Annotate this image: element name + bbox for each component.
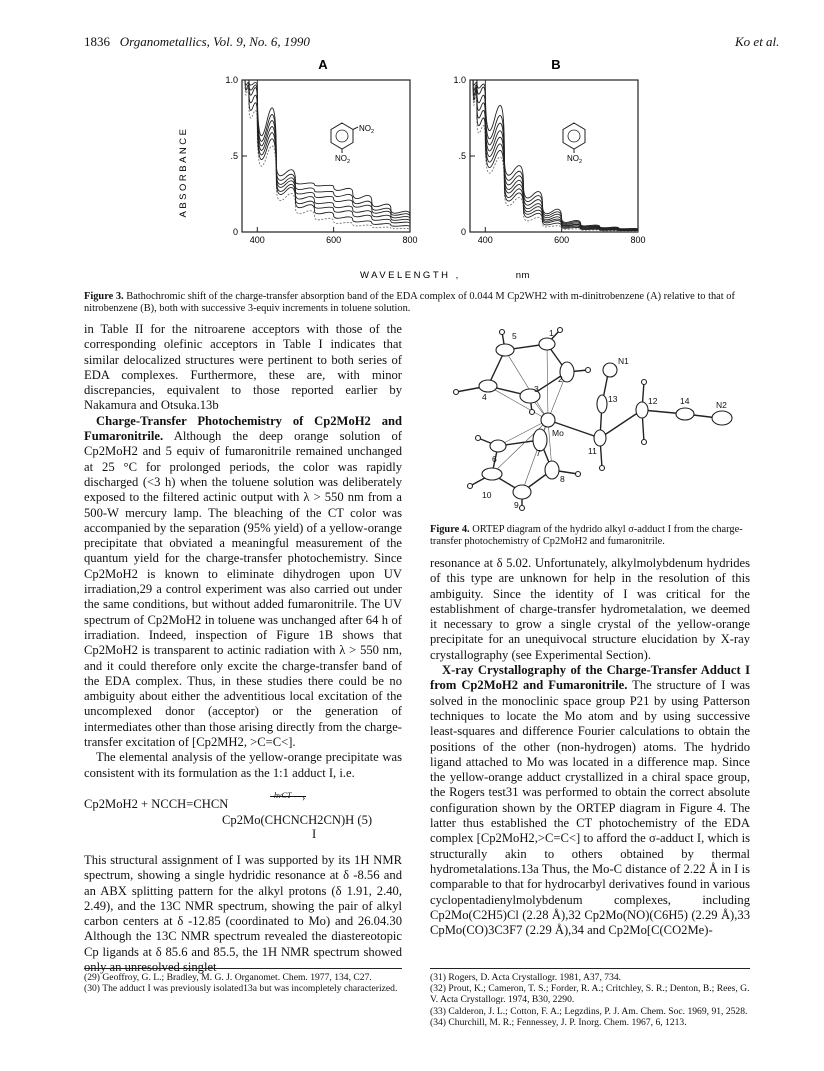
y-tick-label: 1.0 (453, 75, 466, 85)
x-axis-label (360, 270, 530, 281)
equation-arrow (270, 796, 306, 797)
svg-text:NO2 (359, 124, 374, 135)
section-heading: X-ray Crystallography of the Charge-Transfer Adduct I from Cp2MoH2 and Fumaronitrile. (430, 663, 750, 693)
plot-a-frame (242, 80, 410, 232)
x-tick-label: 400 (249, 235, 265, 245)
equation-product: Cp2Mo(CHCNCH2CN)H (5) (222, 812, 373, 827)
atom-label: 9 (514, 500, 519, 510)
footnote-34: (34) Churchill, M. R.; Fennessey, J. P. Inorg. Chem. 1967, 6, 1213. (430, 1016, 687, 1028)
footnote-33: (33) Calderon, J. L.; Cotton, F. A.; Legzdins, P. J. Am. Chem. Soc. 1969, 91, 2528. (430, 1005, 748, 1017)
absorbance-series-line (245, 80, 410, 219)
m-dinitrobenzene-structure (331, 123, 374, 165)
footnotes-left (84, 972, 402, 994)
absorbance-series-line (473, 80, 638, 231)
atom-label: 5 (512, 331, 517, 341)
left-column (84, 322, 402, 975)
atom-label: 6 (492, 454, 497, 464)
equation-arrowhead: › (302, 792, 306, 804)
atom-label: 14 (680, 396, 690, 406)
x-tick-label: 600 (326, 235, 342, 245)
mol-a-nitro-1: NO (359, 124, 371, 133)
paragraph: This structural assignment of I was supported by its 1H NMR spectrum, showing a single hydridic resonance at δ -8.56 and an ABX splitting pattern for the alkyl protons (δ 1.91, 2.40, 2.49), and the 13C NMR spectrum, showing the pair of alkyl carbon centers at δ -12.85 (coordinated to Mo) and 26.04.30 Although the 13C NMR spectrum revealed the diastereotopic Cp ligands at δ 85.6 and 85.5, the 1H NMR spectrum showed only an unresolved singlet (84, 852, 402, 974)
y-tick-label: 0 (460, 227, 466, 237)
section-paragraph (84, 414, 402, 751)
plot-a-series (245, 80, 410, 229)
section-heading: Charge-Transfer Photochemistry of Cp2MoH2 and Fumaronitrile. (84, 413, 402, 444)
atom-label: 13 (608, 394, 618, 404)
absorbance-series-line (473, 80, 638, 229)
atom-label: 8 (560, 474, 565, 484)
panel-b-label: B (551, 57, 561, 72)
mol-a-nitro-2-subscript: 2 (347, 159, 351, 165)
figure-4 (430, 322, 750, 522)
y-tick-label: .5 (458, 151, 466, 161)
atom-label: 11 (588, 446, 597, 456)
equation-arrow-label: hνCT (274, 790, 292, 800)
atom-label: 4 (482, 392, 487, 402)
plot-b-series (473, 80, 638, 231)
paragraph-text: Although the deep orange solution of Cp2MoH2 and 5 equiv of fumaronitrile remained unchanged at 25 °C for prolonged periods, the color was rapidly discharged (<3 h) when the toluene solution was deliberately exposed to the filtered actinic output with λ > 550 nm from a 500-W mercury lamp. The bleaching of the CT color was accompanied by the separation (95% yield) of a yellow-orange precipitate that obviated a meaningful measurement of the quantum yield for the charge-transfer photochemistry. Since Cp2MoH2 is known to eliminate dihydrogen upon UV irradiation,29 a control experiment was also carried out under the same conditions, but without added fumaronitrile. The UV spectrum of Cp2MoH2 in toluene was unchanged after 64 h of irradiation. Indeed, inspection of Figure 1B shows that Cp2MoH2 is transparent to actinic radiation with λ > 550 nm, and it could therefore only excite the charge-transfer band of the EDA complex. Thus, in these studies there could be no ambiguity about either the adventitious local excitation of the uncomplexed donor (acceptor) or the generation of intermediates other than those arising directly from the charge-transfer excitation of [Cp2MH2, >C=C<]. (84, 429, 402, 750)
figure-3 (170, 52, 770, 288)
figure-3-caption-label: Figure 3. (84, 291, 124, 302)
absorbance-series-line (473, 80, 638, 231)
atom-label: Mo (552, 428, 564, 438)
absorbance-series-line (473, 80, 638, 231)
paragraph-text: The structure of I was solved in the monoclinic space group P21 by using Patterson techniques to locate the Mo atom and by using successive least-squares and difference Fourier calculations to obtain the positions of the other (non-hydrogen) atoms. The hydrido ligand attached to Mo was located in a difference map. Since the yellow-orange adduct crystallized in a chiral space group, the Rogers test31 was performed to obtain the correct absolute configuration shown by the ORTEP diagram in Figure 4. The latter thus established the CT photochemistry of the EDA complex [Cp2MoH2,>C=C<] to afford the σ-adduct I, which is structurally akin to others obtained by thermal hydrometalations.13a Thus, the Mo-C distance of 2.22 Å in I is comparable to that for hydrocarbyl derivatives found in various cyclopentadienylmolybdenum complexes, including Cp2Mo(C2H5)Cl (2.28 Å),32 Cp2Mo(NO)(C6H5) (2.29 Å),33 CpMo(CO)3C3F7 (2.29 Å),34 and Cp2Mo[C(CO2Me)- (430, 678, 750, 938)
atom-label: N2 (716, 400, 727, 410)
nitrobenzene-structure (563, 123, 585, 165)
x-tick-label: 800 (630, 235, 646, 245)
figure-3-caption-text: Bathochromic shift of the charge-transfer absorption band of the EDA complex of 0.044 M Cp2WH2 with m-dinitrobenzene (A) relative to that of nitrobenzene (B), both with successive 3-equiv increments in toluene solution. (84, 291, 735, 315)
paragraph: The elemental analysis of the yellow-orange precipitate was consistent with its formulation as the 1:1 adduct I, i.e. (84, 750, 402, 780)
figure-4-caption-text: ORTEP diagram of the hydrido alkyl σ-adduct I from the charge-transfer photochemistry of Cp2MoH2 and fumaronitrile. (430, 524, 743, 548)
figure-4-caption (430, 524, 750, 549)
mol-a-nitro-1-subscript: 2 (371, 129, 375, 135)
atom-label: 1 (549, 328, 554, 338)
mol-a-nitro-2: NO (335, 154, 347, 163)
footnote-32: (32) Prout, K.; Cameron, T. S.; Forder, R. A.; Critchley, S. R.; Denton, B.; Rees, G. V. Acta Crystallogr. 1974, B30, 2290. (430, 983, 750, 1006)
footnote-30: (30) The adduct I was previously isolated13a but was incompletely characterized. (84, 983, 398, 995)
x-tick-label: 800 (402, 235, 418, 245)
running-header (84, 34, 310, 50)
y-axis-label: ABSORBANCE (178, 126, 189, 218)
footnote-rule-left (84, 968, 402, 969)
paragraph: in Table II for the nitroarene acceptors with those of the corresponding olefinic acceptors in Table I indicates that similar delocalized structures were pertinent to both series of EDA complexes. Furthermore, these are, with minor discrepancies, equivalent to those reported earlier by Nakamura and Otsuka.13b (84, 322, 402, 413)
y-tick-label: 1.0 (225, 75, 238, 85)
svg-text:NO2 (335, 154, 350, 165)
atom-label: 10 (482, 490, 492, 500)
footnotes-right (430, 972, 750, 1028)
absorbance-series-line (473, 80, 638, 230)
absorbance-series-line (245, 80, 410, 229)
footnote-rule-right (430, 968, 750, 969)
atom-label: 12 (648, 396, 658, 406)
paragraph: resonance at δ 5.02. Unfortunately, alkylmolybdenum hydrides of this type are unknown for help in the resolution of this ambiguity. Since the identity of I was critical for the establishment of charge-transfer hydrometalation, we deemed it necessary to grow a single crystal of the yellow-orange precipitate for an unequivocal structure elucidation by X-ray crystallography (see Experimental Section). (430, 556, 750, 662)
section-paragraph (430, 663, 750, 938)
journal-citation: Organometallics, Vol. 9, No. 6, 1990 (119, 34, 310, 49)
header-authors: Ko et al. (735, 34, 780, 49)
right-column (430, 556, 750, 938)
footnote-29: (29) Geoffroy, G. L.; Bradley, M. G. J. Organomet. Chem. 1977, 134, C27. (84, 972, 372, 983)
atom-label: N1 (618, 356, 629, 366)
x-tick-label: 600 (554, 235, 570, 245)
figure-3-plots (170, 52, 770, 288)
y-tick-label: .5 (230, 151, 238, 161)
page-number: 1836 (84, 34, 110, 49)
absorbance-series-line (245, 80, 410, 221)
ortep-diagram (430, 322, 750, 522)
absorbance-series-line (245, 80, 410, 224)
mol-b-nitro: NO (567, 154, 579, 163)
footnote-31: (31) Rogers, D. Acta Crystallogr. 1981, A37, 734. (430, 972, 622, 983)
equation-compound-label: I (312, 826, 317, 841)
svg-text:NO2 (567, 154, 582, 165)
x-axis-label-text: WAVELENGTH , (360, 270, 461, 281)
absorbance-series-line (473, 80, 638, 229)
absorbance-series-line (473, 80, 638, 230)
atom-label: 2 (558, 374, 563, 384)
atom-label: 7 (536, 448, 541, 458)
equation-reactants: Cp2MoH2 + NCCH=CHCN (84, 796, 229, 811)
figure-3-caption (84, 291, 750, 316)
panel-a-label: A (318, 57, 328, 72)
figure-4-caption-label: Figure 4. (430, 524, 470, 535)
plot-b-frame (470, 80, 638, 232)
x-axis-unit: nm (515, 270, 530, 281)
absorbance-series-line (473, 80, 638, 231)
y-tick-label: 0 (232, 227, 238, 237)
atom-label: 3 (534, 384, 539, 394)
mol-b-nitro-subscript: 2 (579, 159, 583, 165)
x-tick-label: 400 (477, 235, 493, 245)
equation-5 (84, 791, 402, 839)
